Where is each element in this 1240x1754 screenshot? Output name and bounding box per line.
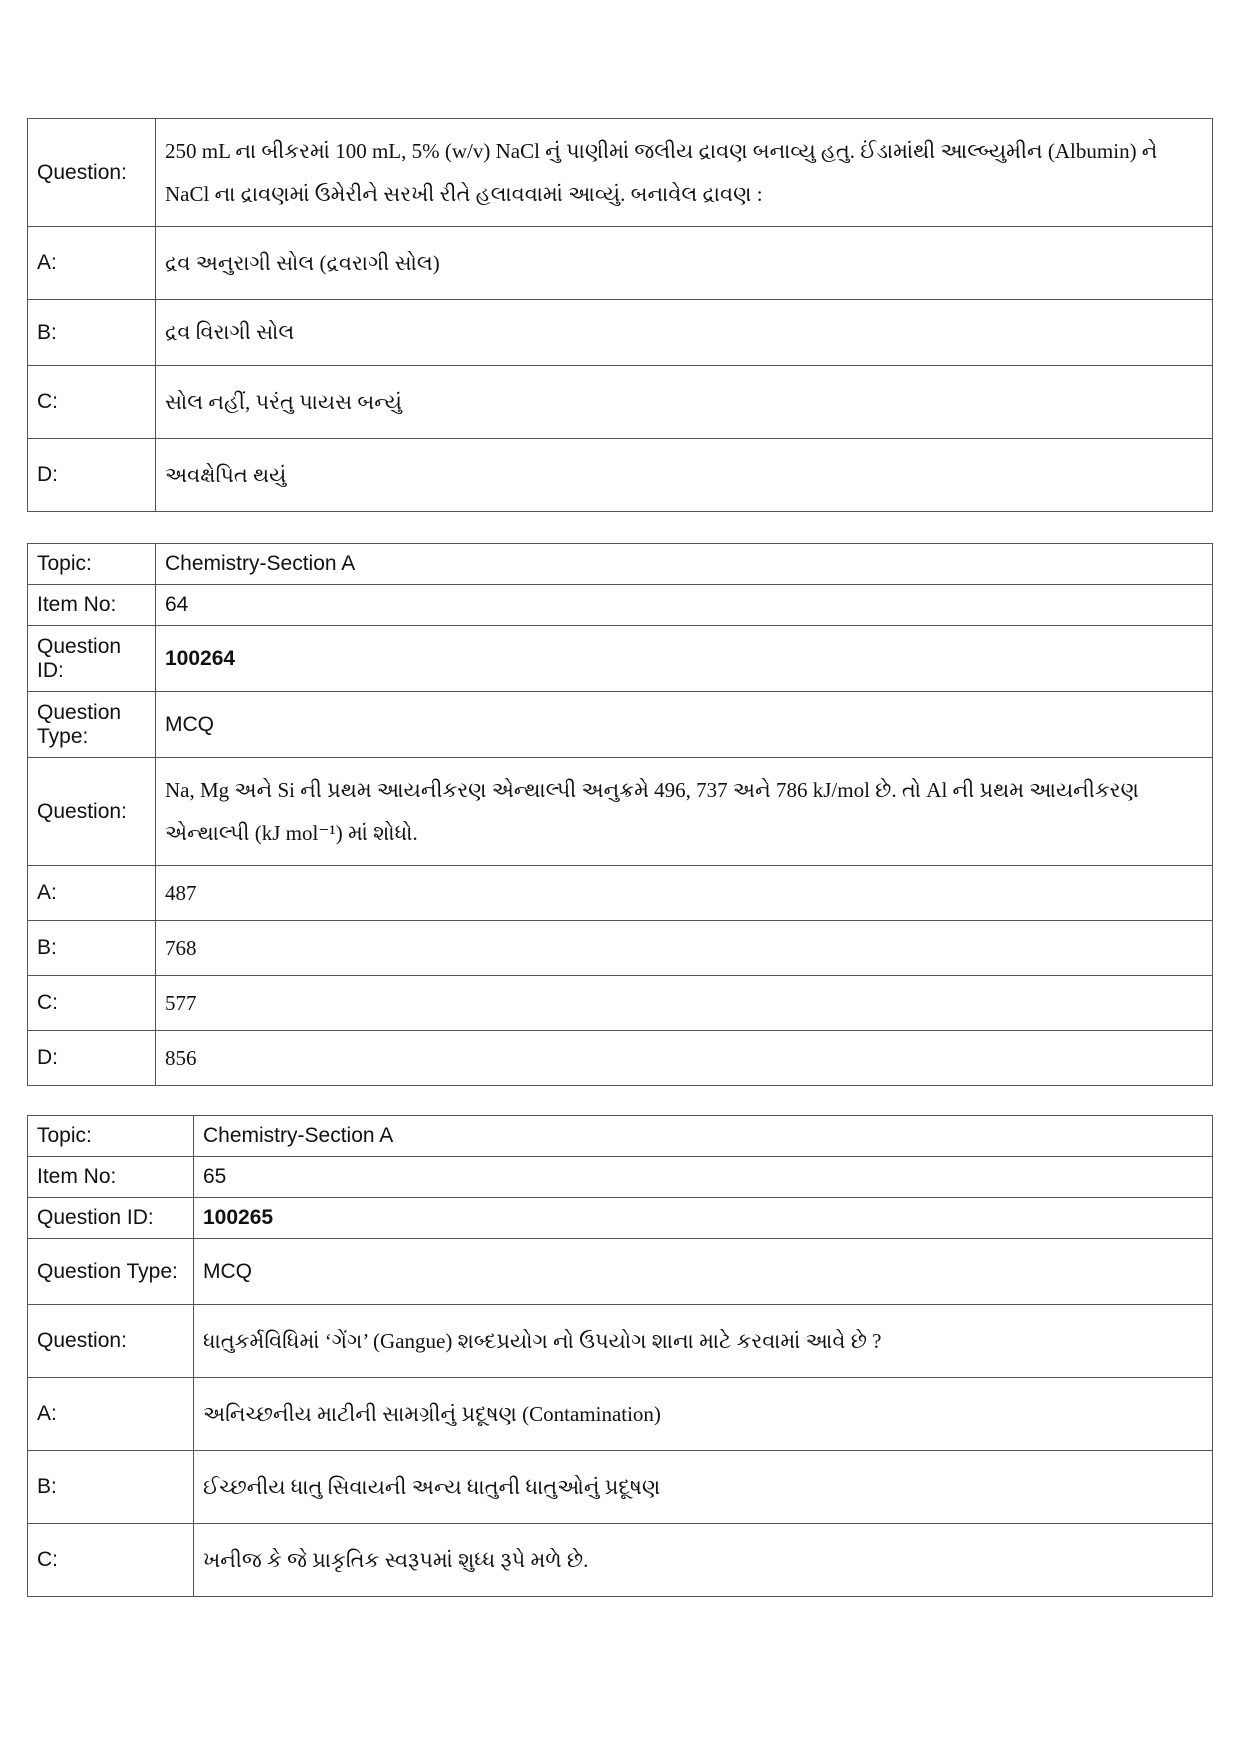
option-a-text: અનિચ્છનીય માટીની સામગ્રીનું પ્રદૂષણ (Contamination)	[194, 1378, 1213, 1451]
question-id-row	[28, 1198, 1213, 1239]
question-row	[28, 119, 1213, 227]
option-d-row	[28, 1031, 1213, 1086]
option-d-label: D:	[28, 1031, 156, 1086]
option-c-text: 577	[156, 976, 1213, 1031]
topic-value: Chemistry-Section A	[194, 1116, 1213, 1157]
option-b-row	[28, 921, 1213, 976]
question-type-value: MCQ	[194, 1239, 1213, 1305]
option-d-text: 856	[156, 1031, 1213, 1086]
option-a-text: દ્રવ અનુરાગી સોલ (દ્રવરાગી સોલ)	[156, 227, 1213, 300]
option-a-row	[28, 1378, 1213, 1451]
option-c-row	[28, 366, 1213, 439]
question-type-row	[28, 692, 1213, 758]
question-id-label: Question ID:	[28, 1198, 194, 1239]
question-text: ધાતુકર્મવિધિમાં ‘ગેંગ’ (Gangue) શબ્દપ્રયોગ નો ઉપયોગ શાના માટે કરવામાં આવે છે ?	[194, 1305, 1213, 1378]
question-65-table	[27, 1115, 1213, 1597]
question-row	[28, 1305, 1213, 1378]
option-d-row	[28, 439, 1213, 512]
question-label: Question:	[28, 758, 156, 866]
option-c-row	[28, 1524, 1213, 1597]
item-no-value: 65	[194, 1157, 1213, 1198]
question-type-value: MCQ	[156, 692, 1213, 758]
topic-row	[28, 544, 1213, 585]
option-c-label: C:	[28, 366, 156, 439]
option-a-label: A:	[28, 1378, 194, 1451]
topic-label: Topic:	[28, 544, 156, 585]
option-b-row	[28, 300, 1213, 366]
option-b-label: B:	[28, 300, 156, 366]
question-id-label: Question ID:	[28, 626, 156, 692]
option-b-text: ઈચ્છનીય ધાતુ સિવાયની અન્ય ધાતુની ધાતુઓનું પ્રદૂષણ	[194, 1451, 1213, 1524]
option-b-label: B:	[28, 921, 156, 976]
option-b-text: 768	[156, 921, 1213, 976]
option-c-row	[28, 976, 1213, 1031]
option-c-label: C:	[28, 1524, 194, 1597]
question-63-table	[27, 118, 1213, 512]
option-b-text: દ્રવ વિરાગી સોલ	[156, 300, 1213, 366]
option-c-label: C:	[28, 976, 156, 1031]
option-a-text: 487	[156, 866, 1213, 921]
option-b-label: B:	[28, 1451, 194, 1524]
option-d-label: D:	[28, 439, 156, 512]
question-id-value: 100264	[156, 626, 1213, 692]
item-no-label: Item No:	[28, 585, 156, 626]
question-text: Na, Mg અને Si ની પ્રથમ આયનીકરણ એન્થાલ્પી અનુક્રમે 496, 737 અને 786 kJ/mol છે. તો Al ની પ્રથમ આયનીકરણ એન્થાલ્પી (kJ mol⁻¹) માં શોધો.	[156, 758, 1213, 866]
question-type-label: Question Type:	[28, 692, 156, 758]
topic-row	[28, 1116, 1213, 1157]
option-b-row	[28, 1451, 1213, 1524]
option-a-label: A:	[28, 227, 156, 300]
option-a-label: A:	[28, 866, 156, 921]
question-id-value: 100265	[194, 1198, 1213, 1239]
question-label: Question:	[28, 119, 156, 227]
topic-value: Chemistry-Section A	[156, 544, 1213, 585]
option-a-row	[28, 866, 1213, 921]
question-type-row	[28, 1239, 1213, 1305]
item-no-label: Item No:	[28, 1157, 194, 1198]
question-row	[28, 758, 1213, 866]
option-a-row	[28, 227, 1213, 300]
option-d-text: અવક્ષેપિત થયું	[156, 439, 1213, 512]
item-no-row	[28, 1157, 1213, 1198]
option-c-text: ખનીજ કે જે પ્રાકૃતિક સ્વરૂપમાં શુધ્ધ રૂપે મળે છે.	[194, 1524, 1213, 1597]
item-no-row	[28, 585, 1213, 626]
question-label: Question:	[28, 1305, 194, 1378]
question-type-label: Question Type:	[28, 1239, 194, 1305]
item-no-value: 64	[156, 585, 1213, 626]
topic-label: Topic:	[28, 1116, 194, 1157]
option-c-text: સોલ નહીં, પરંતુ પાયસ બન્યું	[156, 366, 1213, 439]
question-text: 250 mL ના બીકરમાં 100 mL, 5% (w/v) NaCl નું પાણીમાં જલીય દ્રાવણ બનાવ્યુ હતુ. ઈંડામાંથી આલ્બ્યુમીન (Albumin) ને NaCl ના દ્રાવણમાં ઉમેરીને સરખી રીતે હલાવવામાં આવ્યું. બનાવેલ દ્રાવણ :	[156, 119, 1213, 227]
question-id-row	[28, 626, 1213, 692]
question-64-table	[27, 543, 1213, 1086]
